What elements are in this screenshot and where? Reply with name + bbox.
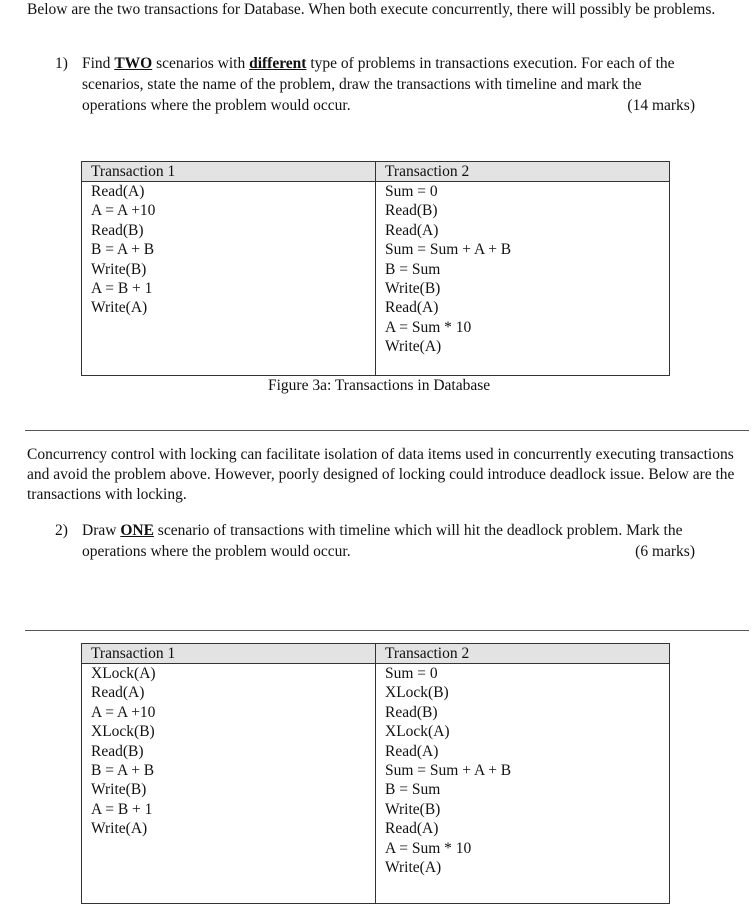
table2-t2-op: B = Sum <box>385 781 441 799</box>
table2-t2-op: XLock(A) <box>385 723 450 741</box>
table2-header-t2: Transaction 2 <box>376 644 670 664</box>
section-divider-2 <box>25 630 749 631</box>
section-divider-1 <box>25 430 749 431</box>
table1-t2-op: Sum = Sum + A + B <box>385 241 512 259</box>
q1-emph-two: TWO <box>114 55 153 72</box>
q2-emph-one: ONE <box>120 522 154 539</box>
table1-t2-op: Write(B) <box>385 280 441 298</box>
table1-t1-op: Write(B) <box>91 260 147 278</box>
question-1 <box>55 53 695 116</box>
table2-t2-op: Sum = Sum + A + B <box>385 762 512 780</box>
table1-t2-op: Write(A) <box>385 338 442 356</box>
table1-t1-op: Read(A) <box>91 183 145 200</box>
table2-t1-op: A = A +10 <box>91 703 156 721</box>
table1-t1-op: B = A + B <box>91 241 155 259</box>
table2-t1-op: Write(A) <box>91 820 148 838</box>
table2-t1-op: Read(B) <box>91 742 144 760</box>
table2-t1-op: A = B + 1 <box>91 800 153 818</box>
table1-t1-op: Read(B) <box>91 221 144 239</box>
table2-t2-op: A = Sum * 10 <box>385 839 472 857</box>
q2-text-a: Draw <box>82 522 121 539</box>
table1-t2-op: Sum = 0 <box>385 183 438 200</box>
q1-emph-different: different <box>249 55 307 72</box>
question-2-number: 2) <box>55 522 68 539</box>
table1-t2-op: Read(A) <box>385 221 439 239</box>
table1-t1-op: A = A +10 <box>91 202 156 220</box>
table1-header-t2: Transaction 2 <box>376 162 670 182</box>
table2-header-t1: Transaction 1 <box>82 644 376 664</box>
table2-t1-op: B = A + B <box>91 762 155 780</box>
intro-paragraph: Below are the two transactions for Database. When both execute concurrently, there will possibly be problems. <box>27 1 716 18</box>
question-1-number: 1) <box>55 55 68 72</box>
table2-t2-op: Write(A) <box>385 859 442 877</box>
question-2-marks: (6 marks) <box>635 543 695 560</box>
table1-t2-op: A = Sum * 10 <box>385 318 472 336</box>
table2-t2-op: Read(A) <box>385 820 439 838</box>
transactions-table-1 <box>81 161 670 376</box>
table2-t2-op: Read(A) <box>385 742 439 760</box>
table2-transaction-1-ops <box>82 664 376 904</box>
table1-header-t1: Transaction 1 <box>82 162 376 182</box>
question-1-marks: (14 marks) <box>627 97 695 114</box>
figure-caption: Figure 3a: Transactions in Database <box>268 377 491 394</box>
table1-t2-op: Read(A) <box>385 299 439 317</box>
transactions-table-2 <box>81 643 670 904</box>
table2-t2-op: Read(B) <box>385 703 438 721</box>
question-1-body <box>82 53 695 116</box>
table2-t1-op: Read(A) <box>91 684 145 702</box>
q1-text-a: Find <box>82 55 115 72</box>
q1-text-b: scenarios with <box>152 55 250 72</box>
question-2 <box>55 520 695 562</box>
table2-t1-op: Write(B) <box>91 781 147 799</box>
table2-t2-op: Write(B) <box>385 800 441 818</box>
table2-t1-op: XLock(B) <box>91 723 155 741</box>
table1-transaction-1-ops <box>82 182 376 376</box>
table1-t2-op: Read(B) <box>385 202 438 220</box>
table1-t2-op: B = Sum <box>385 260 441 278</box>
table1-transaction-2-ops <box>376 182 670 376</box>
locking-paragraph: Concurrency control with locking can facilitate isolation of data items used in concurrently executing transactions and avoid the problem above. However, poorly designed of locking could introduce deadlock issue. Below are the transactions with locking. <box>27 446 735 503</box>
q1-text-c: type of problems in transactions execution. For each of the scenarios, state the name of the problem, draw the transactions with timeline and mark the operations where the problem would occur. <box>82 55 675 114</box>
table1-t1-op: Write(A) <box>91 299 148 317</box>
table2-transaction-2-ops <box>376 664 670 904</box>
table2-t1-op: XLock(A) <box>91 665 156 682</box>
q2-text-b: scenario of transactions with timeline which will hit the deadlock problem. Mark the operations where the problem would occur. <box>82 522 683 560</box>
question-2-body <box>82 520 695 562</box>
table1-t1-op: A = B + 1 <box>91 280 153 298</box>
table2-t2-op: XLock(B) <box>385 684 449 702</box>
table2-t2-op: Sum = 0 <box>385 665 438 682</box>
